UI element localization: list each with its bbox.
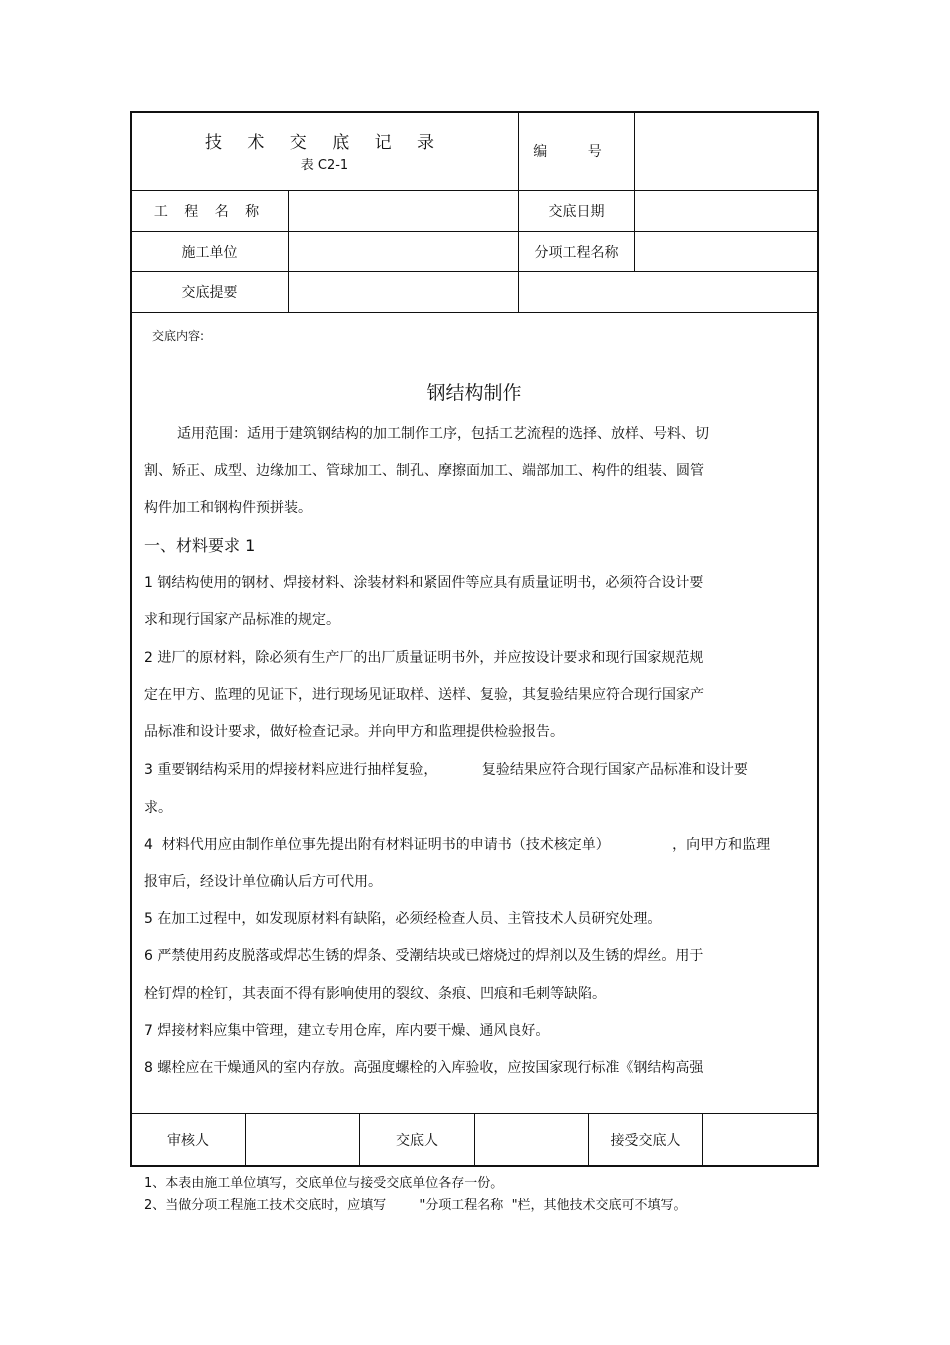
content-line: 割、矫正、成型、边缘加工、管球加工、制孔、摩擦面加工、端部加工、构件的组装、圆管 bbox=[144, 463, 704, 479]
receiver-value[interactable] bbox=[703, 1114, 817, 1165]
date-value[interactable] bbox=[635, 191, 817, 231]
content-line: 2 进厂的原材料，除必须有生产厂的出厂质量证明书外，并应按设计要求和现行国家规范规 bbox=[144, 650, 704, 666]
divider-h-row3 bbox=[131, 312, 817, 313]
receiver-label: 接受交底人 bbox=[610, 1132, 681, 1149]
content-line: 品标准和设计要求，做好检查记录。并向甲方和监理提供检验报告。 bbox=[144, 724, 564, 740]
content-line: 适用范围：适用于建筑钢结构的加工制作工序，包括工艺流程的选择、放样、号料、切 bbox=[177, 426, 709, 442]
content-line: 6 严禁使用药皮脱落或焊芯生锈的焊条、受潮结块或已熔烧过的焊剂以及生锈的焊丝。用于 bbox=[144, 948, 704, 964]
content-line: 求。 bbox=[144, 800, 172, 816]
footnote-2: 2、当做分项工程施工技术交底时，应填写 "分项工程名称 "栏，其他技术交底可不填写。 bbox=[144, 1198, 687, 1213]
content-line: 4 材料代用应由制作单位事先提出附有材料证明书的申请书（技术核定单） ，向甲方和监理 bbox=[144, 837, 771, 853]
content-label: 交底内容: bbox=[152, 329, 205, 343]
sub-project-label: 分项工程名称 bbox=[534, 244, 619, 261]
footnote-1: 1、本表由施工单位填写，交底单位与接受交底单位各存一份。 bbox=[144, 1176, 504, 1191]
content-line: 报审后，经设计单位确认后方可代用。 bbox=[144, 874, 382, 890]
content-line: 构件加工和钢构件预拼装。 bbox=[144, 500, 312, 516]
summary-label: 交底提要 bbox=[181, 285, 238, 301]
form-title: 技 术 交 底 记 录 bbox=[204, 133, 445, 153]
section-heading: 一、材料要求 1 bbox=[144, 536, 256, 555]
content-line: 3 重要钢结构采用的焊接材料应进行抽样复验， 复验结果应符合现行国家产品标准和设计要 bbox=[144, 762, 748, 778]
content-line: 定在甲方、监理的见证下，进行现场见证取样、送样、复验，其复验结果应符合现行国家产 bbox=[144, 687, 704, 703]
content-heading: 钢结构制作 bbox=[426, 382, 522, 404]
sub-project-value[interactable] bbox=[635, 232, 817, 271]
contractor-label: 施工单位 bbox=[181, 244, 238, 261]
date-label: 交底日期 bbox=[548, 204, 605, 220]
project-name-value[interactable] bbox=[289, 191, 518, 231]
content-line: 5 在加工过程中，如发现原材料有缺陷，必须经检查人员、主管技术人员研究处理。 bbox=[144, 911, 662, 927]
table-border-bottom bbox=[130, 1165, 819, 1167]
content-line: 求和现行国家产品标准的规定。 bbox=[144, 612, 340, 628]
number-label: 编 号 bbox=[533, 144, 620, 160]
number-value[interactable] bbox=[635, 112, 817, 190]
discloser-value[interactable] bbox=[475, 1114, 588, 1165]
contractor-value[interactable] bbox=[289, 232, 518, 271]
content-line: 栓钉焊的栓钉，其表面不得有影响使用的裂纹、条痕、凹痕和毛刺等缺陷。 bbox=[144, 986, 606, 1002]
discloser-label: 交底人 bbox=[396, 1132, 438, 1149]
content-line: 8 螺栓应在干燥通风的室内存放。高强度螺栓的入库验收，应按国家现行标准《钢结构高强 bbox=[144, 1060, 704, 1076]
content-line: 1 钢结构使用的钢材、焊接材料、涂装材料和紧固件等应具有质量证明书，必须符合设计要 bbox=[144, 575, 704, 591]
form-code: 表 C2-1 bbox=[300, 158, 349, 173]
table-border-right bbox=[817, 111, 819, 1166]
summary-value[interactable] bbox=[289, 272, 817, 312]
reviewer-label: 审核人 bbox=[167, 1132, 209, 1149]
content-line: 7 焊接材料应集中管理，建立专用仓库，库内要干燥、通风良好。 bbox=[144, 1023, 550, 1039]
project-name-label: 工 程 名 称 bbox=[153, 204, 266, 220]
reviewer-value[interactable] bbox=[246, 1114, 359, 1165]
title-block bbox=[131, 112, 518, 190]
